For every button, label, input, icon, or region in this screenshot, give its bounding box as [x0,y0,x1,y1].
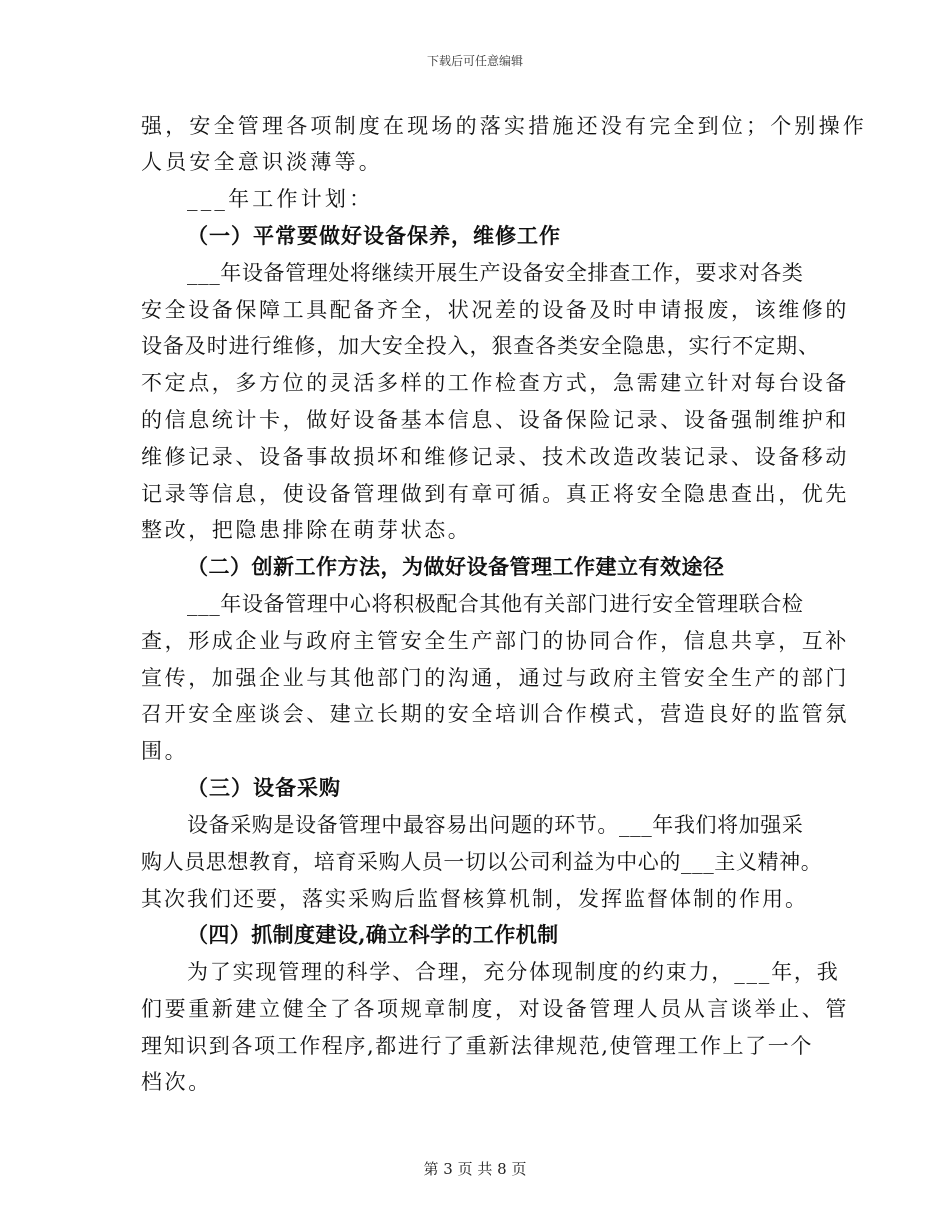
body-line: ___年设备管理处将继续开展生产设备安全排查工作，要求对各类 [187,261,804,285]
body-line: 查，形成企业与政府主管安全生产部门的协同合作，信息共享，互补 [141,629,849,653]
page-footer: 第 3 页 共 8 页 [423,1160,527,1178]
body-line: 维修记录、设备事故损坏和维修记录、技术改造改装记录、设备移动 [141,445,849,469]
section-heading-4: （四）抓制度建设,确立科学的工作机制 [187,922,559,947]
body-line: 购人员思想教育，培育采购人员一切以公司利益为中心的___主义精神。 [141,850,823,874]
page-header: 下载后可任意编辑 [426,54,523,68]
body-line: 设备及时进行维修，加大安全投入，狠查各类安全隐患，实行不定期、 [141,334,820,358]
body-line: 围。 [141,739,189,763]
body-line: 们要重新建立健全了各项规章制度，对设备管理人员从言谈举止、管 [141,997,849,1021]
body-line: 人员安全意识淡薄等。 [141,150,383,174]
body-line: 不定点，多方位的灵活多样的工作检查方式，急需建立针对每台设备 [141,371,849,395]
body-line: 强，安全管理各项制度在现场的落实措施还没有完全到位；个别操作 [141,114,867,138]
body-line: ___年工作计划： [187,187,374,211]
body-line: 的信息统计卡，做好设备基本信息、设备保险记录、设备强制维护和 [141,408,849,432]
body-line: 为了实现管理的科学、合理，充分体现制度的约束力，___年，我 [187,960,840,984]
body-line: 宣传，加强企业与其他部门的沟通，通过与政府主管安全生产的部门 [141,666,849,690]
body-line: 其次我们还要，落实采购后监督核算机制，发挥监督体制的作用。 [141,887,808,911]
body-line: 安全设备保障工具配备齐全，状况差的设备及时申请报废，该维修的 [141,298,849,322]
body-line: 召开安全座谈会、建立长期的安全培训合作模式，营造良好的监管氛 [141,702,849,726]
section-heading-1: （一）平常要做好设备保养，维修工作 [187,223,561,248]
body-line: 档次。 [141,1070,212,1094]
body-line: 设备采购是设备管理中最容易出问题的环节。___年我们将加强采 [187,813,804,837]
body-line: 记录等信息，使设备管理做到有章可循。真正将安全隐患查出，优先 [141,482,849,506]
body-line: 整改，把隐患排除在萌芽状态。 [141,518,472,542]
section-heading-3: （三）设备采购 [187,775,341,800]
body-line: 理知识到各项工作程序,都进行了重新法律规范,使管理工作上了一个 [141,1034,813,1058]
body-line: ___年设备管理中心将积极配合其他有关部门进行安全管理联合检 [187,592,804,616]
section-heading-2: （二）创新工作方法，为做好设备管理工作建立有效途径 [187,554,725,579]
